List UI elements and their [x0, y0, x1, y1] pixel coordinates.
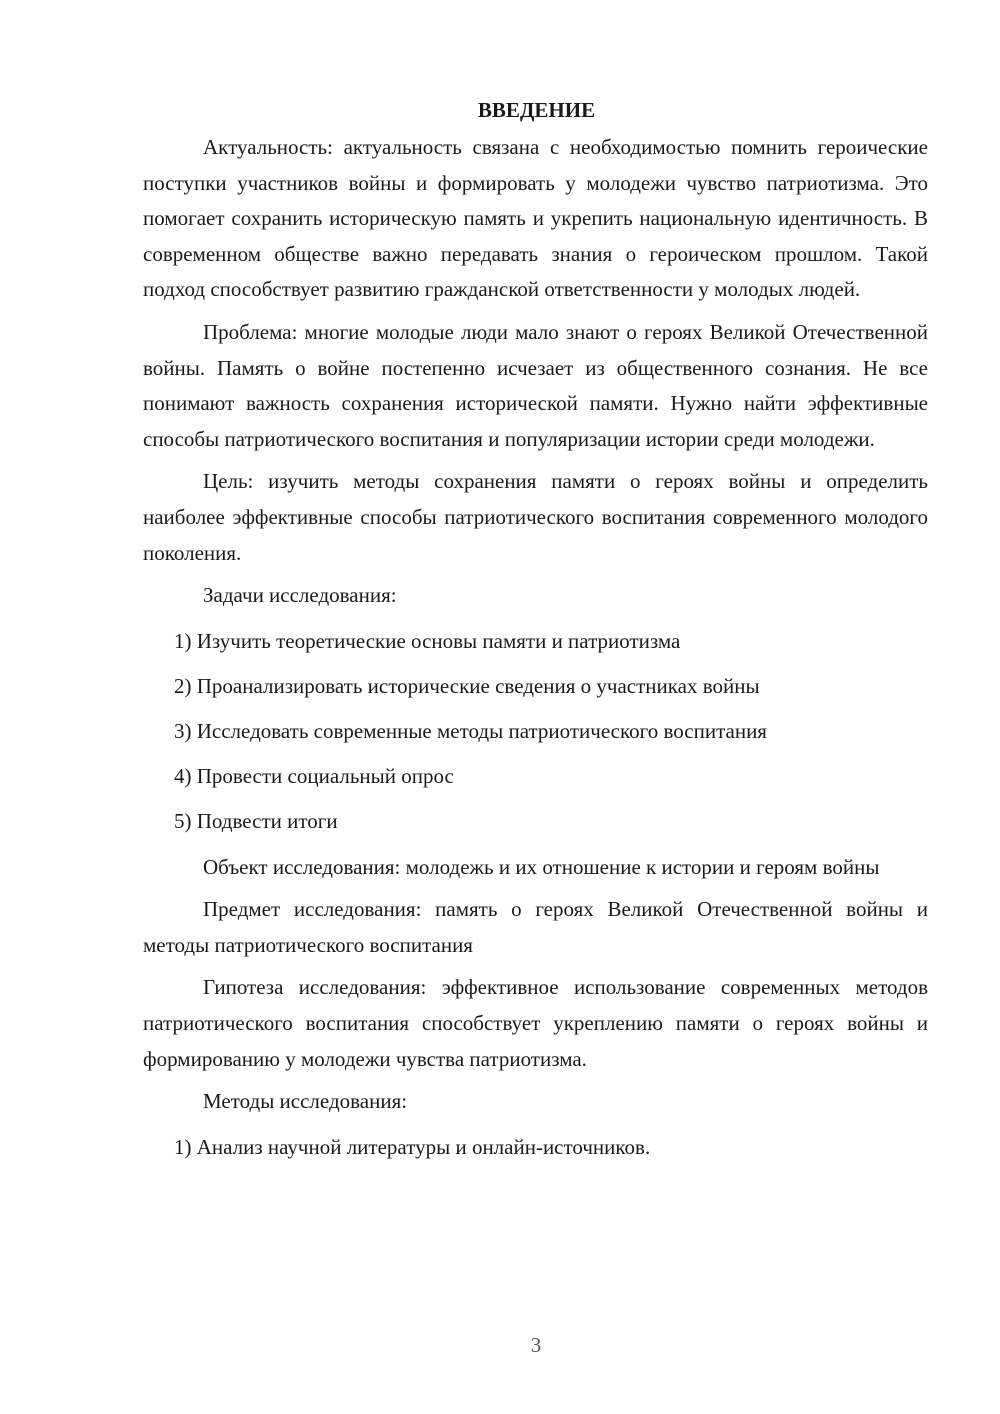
subject-paragraph: Предмет исследования: память о героях Великой Отечественной войны и методы патриотического воспитания [143, 897, 928, 957]
task-item: 2) Проанализировать исторические сведения о участниках войны [174, 673, 760, 698]
method-item: 1) Анализ научной литературы и онлайн-источников. [174, 1134, 651, 1159]
problem-paragraph: Проблема: многие молодые люди мало знают о героях Великой Отечественной войны. Память о войне постепенно исчезает из общественного сознания. Не все понимают важность сохранения исторической памяти. Нужно найти эффективные способы патриотического воспитания и популяризации истории среди молодежи. [143, 319, 928, 451]
page-number: 3 [530, 1333, 542, 1357]
task-item: 4) Провести социальный опрос [174, 764, 454, 789]
task-item: 1) Изучить теоретические основы памяти и патриотизма [174, 628, 681, 653]
object-paragraph: Объект исследования: молодежь и их отношение к истории и героям войны [203, 854, 880, 879]
methods-list [143, 1130, 928, 1166]
section-title: ВВЕДЕНИЕ [477, 98, 596, 122]
tasks-list [143, 624, 928, 840]
methods-label: Методы исследования: [203, 1089, 408, 1114]
task-item: 3) Исследовать современные методы патриотического воспитания [174, 719, 767, 744]
relevance-paragraph: Актуальность: актуальность связана с необходимостью помнить героические поступки участников войны и формировать у молодежи чувство патриотизма. Это помогает сохранить историческую память и укрепить национальную идентичность. В современном обществе важно передавать знания о героическом прошлом. Такой подход способствует развитию гражданской ответственности у молодых людей. [143, 135, 928, 302]
task-item: 5) Подвести итоги [174, 809, 338, 834]
document-page [143, 92, 928, 1175]
hypothesis-paragraph: Гипотеза исследования: эффективное использование современных методов патриотического воспитания способствует укреплению памяти о героях войны и формированию у молодежи чувства патриотизма. [143, 975, 928, 1071]
goal-paragraph: Цель: изучить методы сохранения памяти о героях войны и определить наиболее эффективные способы патриотического воспитания современного молодого поколения. [143, 469, 928, 565]
tasks-label: Задачи исследования: [203, 583, 397, 608]
